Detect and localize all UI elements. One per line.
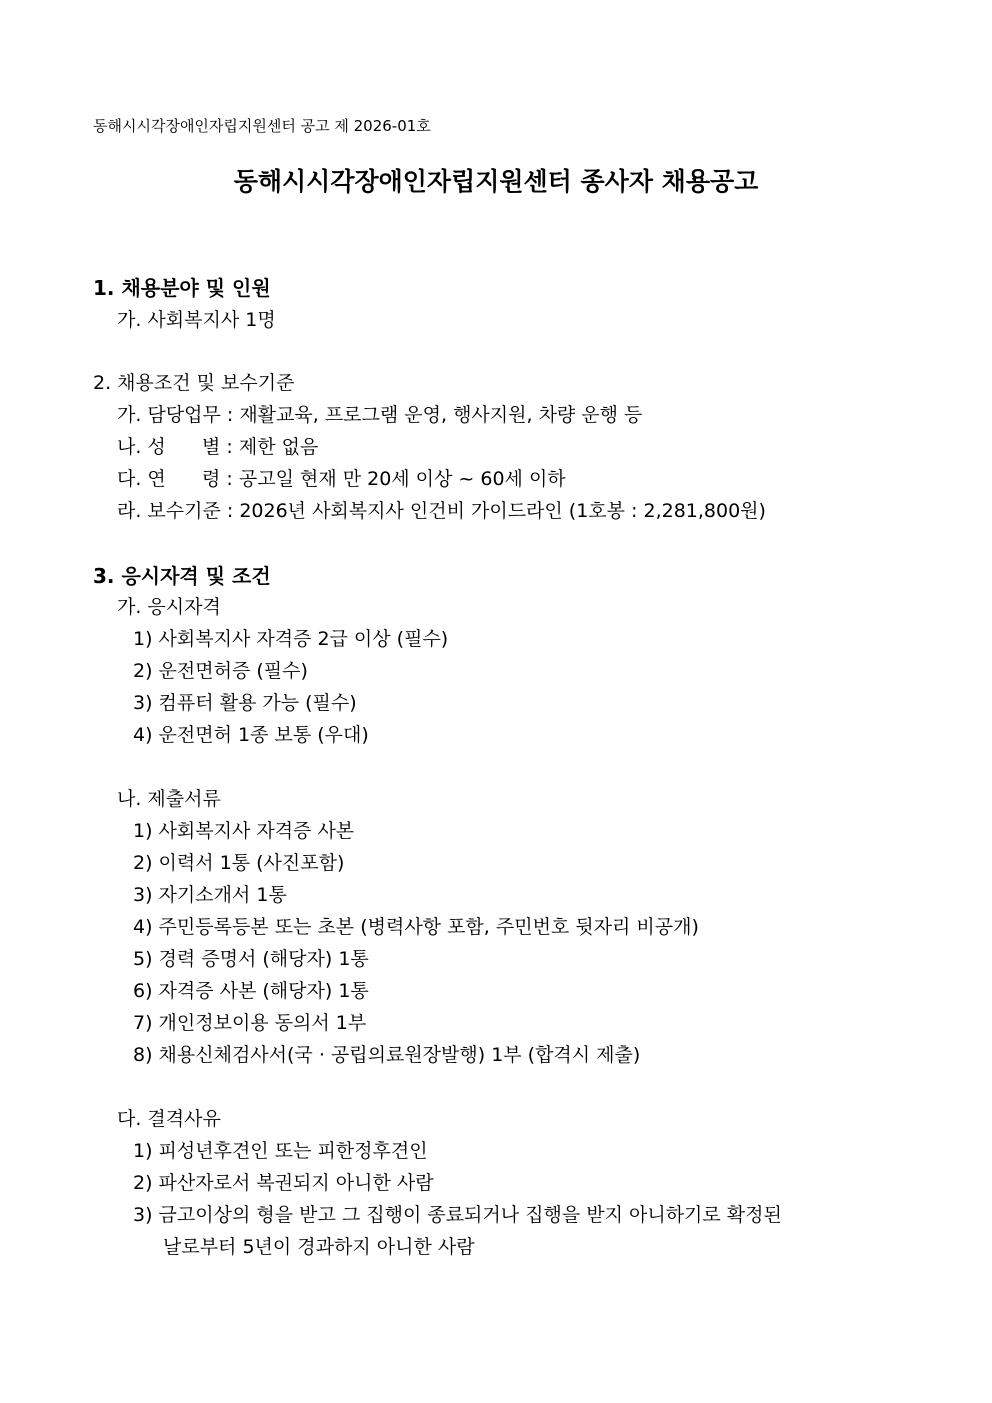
list-item: 가. 담당업무 : 재활교육, 프로그램 운영, 행사지원, 차량 운행 등: [117, 404, 643, 426]
list-item: 8) 채용신체검사서(국 · 공립의료원장발행) 1부 (합격시 제출): [133, 1044, 641, 1066]
page-title: 동해시시각장애인자립지원센터 종사자 채용공고: [233, 167, 759, 196]
list-item: 2) 파산자로서 복권되지 아니한 사람: [133, 1172, 434, 1194]
section-1-heading: 1. 채용분야 및 인원: [93, 276, 271, 300]
list-item: 가. 사회복지사 1명: [117, 309, 276, 331]
list-item: 7) 개인정보이용 동의서 1부: [133, 1012, 367, 1034]
subsection-heading: 가. 응시자격: [117, 596, 221, 618]
section-3-heading: 3. 응시자격 및 조건: [93, 564, 271, 588]
list-item: 다. 연 령 : 공고일 현재 만 20세 이상 ~ 60세 이하: [117, 468, 566, 490]
list-item: 2) 운전면허증 (필수): [133, 660, 308, 682]
list-item: 3) 컴퓨터 활용 가능 (필수): [133, 692, 357, 714]
list-item-continuation: 날로부터 5년이 경과하지 아니한 사람: [163, 1236, 475, 1258]
list-item: 3) 자기소개서 1통: [133, 884, 287, 906]
section-2-heading: 2. 채용조건 및 보수기준: [93, 372, 295, 394]
list-item: 2) 이력서 1통 (사진포함): [133, 852, 345, 874]
list-item: 3) 금고이상의 형을 받고 그 집행이 종료되거나 집행을 받지 아니하기로 확정된: [133, 1204, 782, 1226]
list-item: 4) 주민등록등본 또는 초본 (병력사항 포함, 주민번호 뒷자리 비공개): [133, 916, 699, 938]
list-item: 6) 자격증 사본 (해당자) 1통: [133, 980, 369, 1002]
list-item: 1) 사회복지사 자격증 2급 이상 (필수): [133, 628, 449, 650]
list-item: 라. 보수기준 : 2026년 사회복지사 인건비 가이드라인 (1호봉 : 2,281,800원): [117, 500, 766, 522]
list-item: 5) 경력 증명서 (해당자) 1통: [133, 948, 369, 970]
subsection-heading: 나. 제출서류: [117, 788, 221, 810]
list-item: 나. 성 별 : 제한 없음: [117, 436, 319, 458]
list-item: 4) 운전면허 1종 보통 (우대): [133, 724, 369, 746]
list-item: 1) 사회복지사 자격증 사본: [133, 820, 355, 842]
subsection-heading: 다. 결격사유: [117, 1108, 221, 1130]
list-item: 1) 피성년후견인 또는 피한정후견인: [133, 1140, 428, 1162]
notice-number: 동해시시각장애인자립지원센터 공고 제 2026-01호: [93, 117, 431, 135]
